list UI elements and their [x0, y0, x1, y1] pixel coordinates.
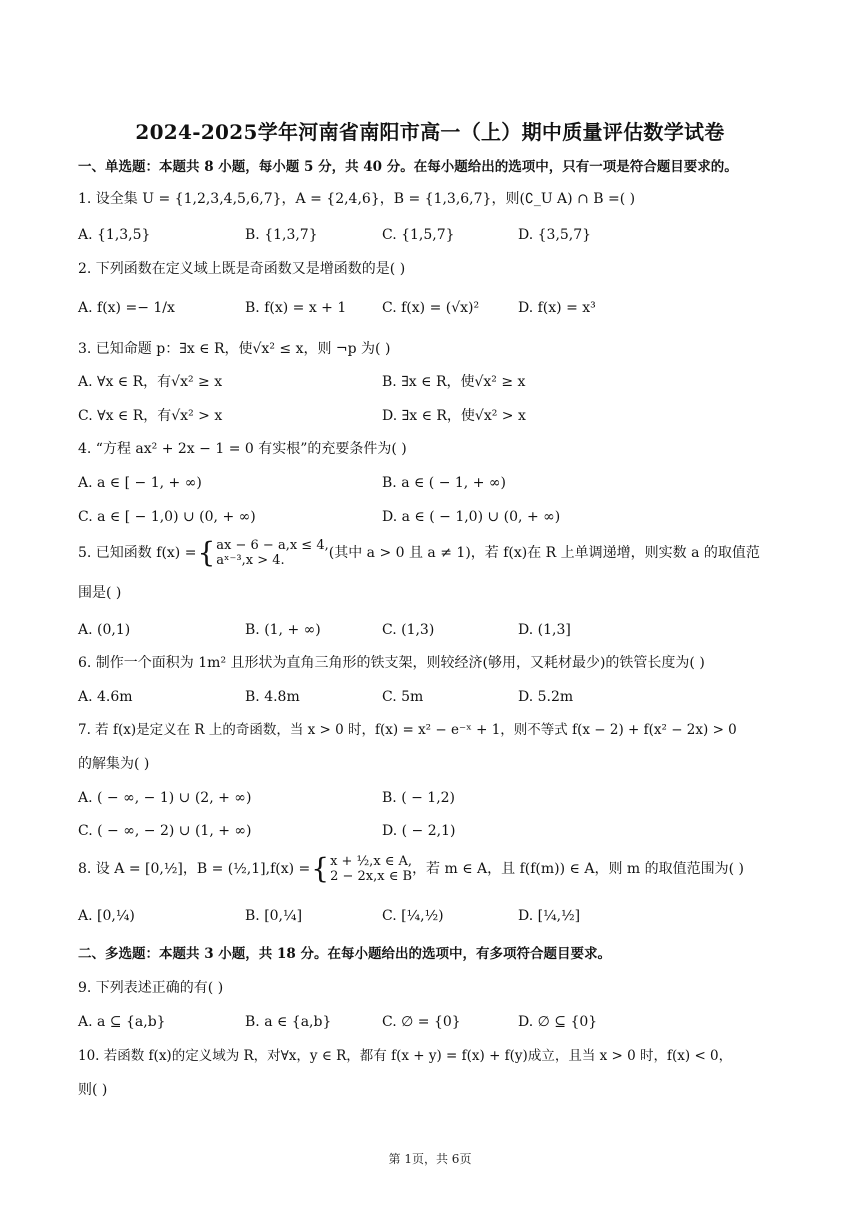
question-9-option-b: B. a ∈ {a,b} [245, 1014, 332, 1030]
question-9-option-c: C. ∅ = {0} [382, 1014, 461, 1030]
question-1-option-c: C. {1,5,7} [382, 227, 455, 243]
question-5-case-2: aˣ⁻³,x > 4. [216, 553, 285, 568]
question-4-option-a: A. a ∈ [ − 1, + ∞) [78, 475, 202, 491]
question-7-option-d: D. ( − 2,1) [382, 823, 456, 839]
question-5-piecewise [216, 538, 328, 568]
question-5-stem-suffix: (其中 a > 0 且 a ≠ 1)，若 f(x)在 R 上单调递增，则实数 a 的取值范 [328, 545, 760, 561]
question-2-option-d: D. f(x) = x³ [518, 300, 596, 316]
question-1-option-b: B. {1,3,7} [245, 227, 318, 243]
question-8-piecewise [330, 854, 412, 884]
question-8-case-2: 2 − 2x,x ∈ B [330, 869, 413, 884]
question-5-stem-continued: 围是( ) [78, 585, 122, 601]
section-heading-multiple-choice: 二、多选题：本题共 3 小题，共 18 分。在每小题给出的选项中，有多项符合题目要求。 [78, 946, 611, 962]
question-8-stem-prefix: 8. 设 A = [0,½]，B = (½,1],f(x) = [78, 861, 311, 877]
question-3-option-c: C. ∀x ∈ R，有√x² > x [78, 408, 223, 424]
page-title: 2024-2025学年河南省南阳市高一（上）期中质量评估数学试卷 [135, 120, 725, 144]
section-heading-single-choice: 一、单选题：本题共 8 小题，每小题 5 分，共 40 分。在每小题给出的选项中，只有一项是符合题目要求的。 [78, 159, 738, 175]
question-6-option-b: B. 4.8m [245, 689, 300, 705]
question-2-option-b: B. f(x) = x + 1 [245, 300, 347, 316]
question-3-option-b: B. ∃x ∈ R，使√x² ≥ x [382, 374, 526, 390]
question-1-stem: 1. 设全集 U = {1,2,3,4,5,6,7}，A = {2,4,6}，B = {1,3,6,7}，则(∁_U A) ∩ B =( ) [78, 191, 636, 207]
question-2-stem: 2. 下列函数在定义域上既是奇函数又是增函数的是( ) [78, 261, 406, 277]
question-1-option-d: D. {3,5,7} [518, 227, 592, 243]
question-9-option-d: D. ∅ ⊆ {0} [518, 1014, 598, 1030]
question-3-option-a: A. ∀x ∈ R，有√x² ≥ x [78, 374, 223, 390]
page-number-footer: 第 1页，共 6页 [388, 1152, 472, 1166]
piecewise-brace-icon: { [197, 536, 216, 569]
question-2-option-a: A. f(x) =− 1/x [78, 300, 175, 316]
question-5-stem-prefix: 5. 已知函数 f(x) = [78, 545, 197, 561]
question-3-stem: 3. 已知命题 p：∃x ∈ R，使√x² ≤ x，则 ¬p 为( ) [78, 341, 391, 357]
question-1-option-a: A. {1,3,5} [78, 227, 151, 243]
question-7-stem: 7. 若 f(x)是定义在 R 上的奇函数，当 x > 0 时，f(x) = x² − e⁻ˣ + 1，则不等式 f(x − 2) + f(x² − 2x) > 0 [78, 722, 737, 738]
question-5-stem [78, 536, 760, 570]
question-7-option-a: A. ( − ∞, − 1) ∪ (2, + ∞) [78, 790, 252, 806]
question-7-option-b: B. ( − 1,2) [382, 790, 456, 806]
question-7-stem-continued: 的解集为( ) [78, 756, 150, 772]
question-8-stem [78, 852, 744, 886]
question-4-option-c: C. a ∈ [ − 1,0) ∪ (0, + ∞) [78, 509, 256, 525]
question-3-option-d: D. ∃x ∈ R，使√x² > x [382, 408, 526, 424]
question-4-option-d: D. a ∈ ( − 1,0) ∪ (0, + ∞) [382, 509, 561, 525]
question-5-option-a: A. (0,1) [78, 622, 131, 638]
question-2-option-c: C. f(x) = (√x)² [382, 300, 480, 316]
question-6-option-d: D. 5.2m [518, 689, 574, 705]
question-5-option-d: D. (1,3] [518, 622, 571, 638]
question-8-option-c: C. [¼,½) [382, 908, 444, 924]
question-8-option-d: D. [¼,½] [518, 908, 581, 924]
question-9-stem: 9. 下列表述正确的有( ) [78, 980, 224, 996]
question-5-case-1: ax − 6 − a,x ≤ 4, [216, 538, 329, 553]
piecewise-brace-icon: { [311, 852, 330, 885]
question-6-option-a: A. 4.6m [78, 689, 133, 705]
question-7-option-c: C. ( − ∞, − 2) ∪ (1, + ∞) [78, 823, 252, 839]
question-6-stem: 6. 制作一个面积为 1m² 且形状为直角三角形的铁支架，则较经济(够用，又耗材最少)的铁管长度为( ) [78, 655, 705, 671]
question-4-option-b: B. a ∈ ( − 1, + ∞) [382, 475, 507, 491]
question-4-stem: 4. “方程 ax² + 2x − 1 = 0 有实根”的充要条件为( ) [78, 441, 407, 457]
question-10-stem-continued: 则( ) [78, 1082, 108, 1098]
question-5-option-b: B. (1, + ∞) [245, 622, 321, 638]
question-8-case-1: x + ½,x ∈ A, [330, 854, 413, 869]
question-8-option-b: B. [0,¼] [245, 908, 303, 924]
question-10-stem: 10. 若函数 f(x)的定义域为 R，对∀x，y ∈ R，都有 f(x + y) = f(x) + f(y)成立，且当 x > 0 时，f(x) < 0， [78, 1048, 733, 1064]
question-8-option-a: A. [0,¼) [78, 908, 135, 924]
question-8-stem-suffix: ，若 m ∈ A，且 f(f(m)) ∈ A，则 m 的取值范围为( ) [412, 861, 745, 877]
question-5-option-c: C. (1,3) [382, 622, 435, 638]
question-6-option-c: C. 5m [382, 689, 424, 705]
question-9-option-a: A. a ⊆ {a,b} [78, 1014, 166, 1030]
